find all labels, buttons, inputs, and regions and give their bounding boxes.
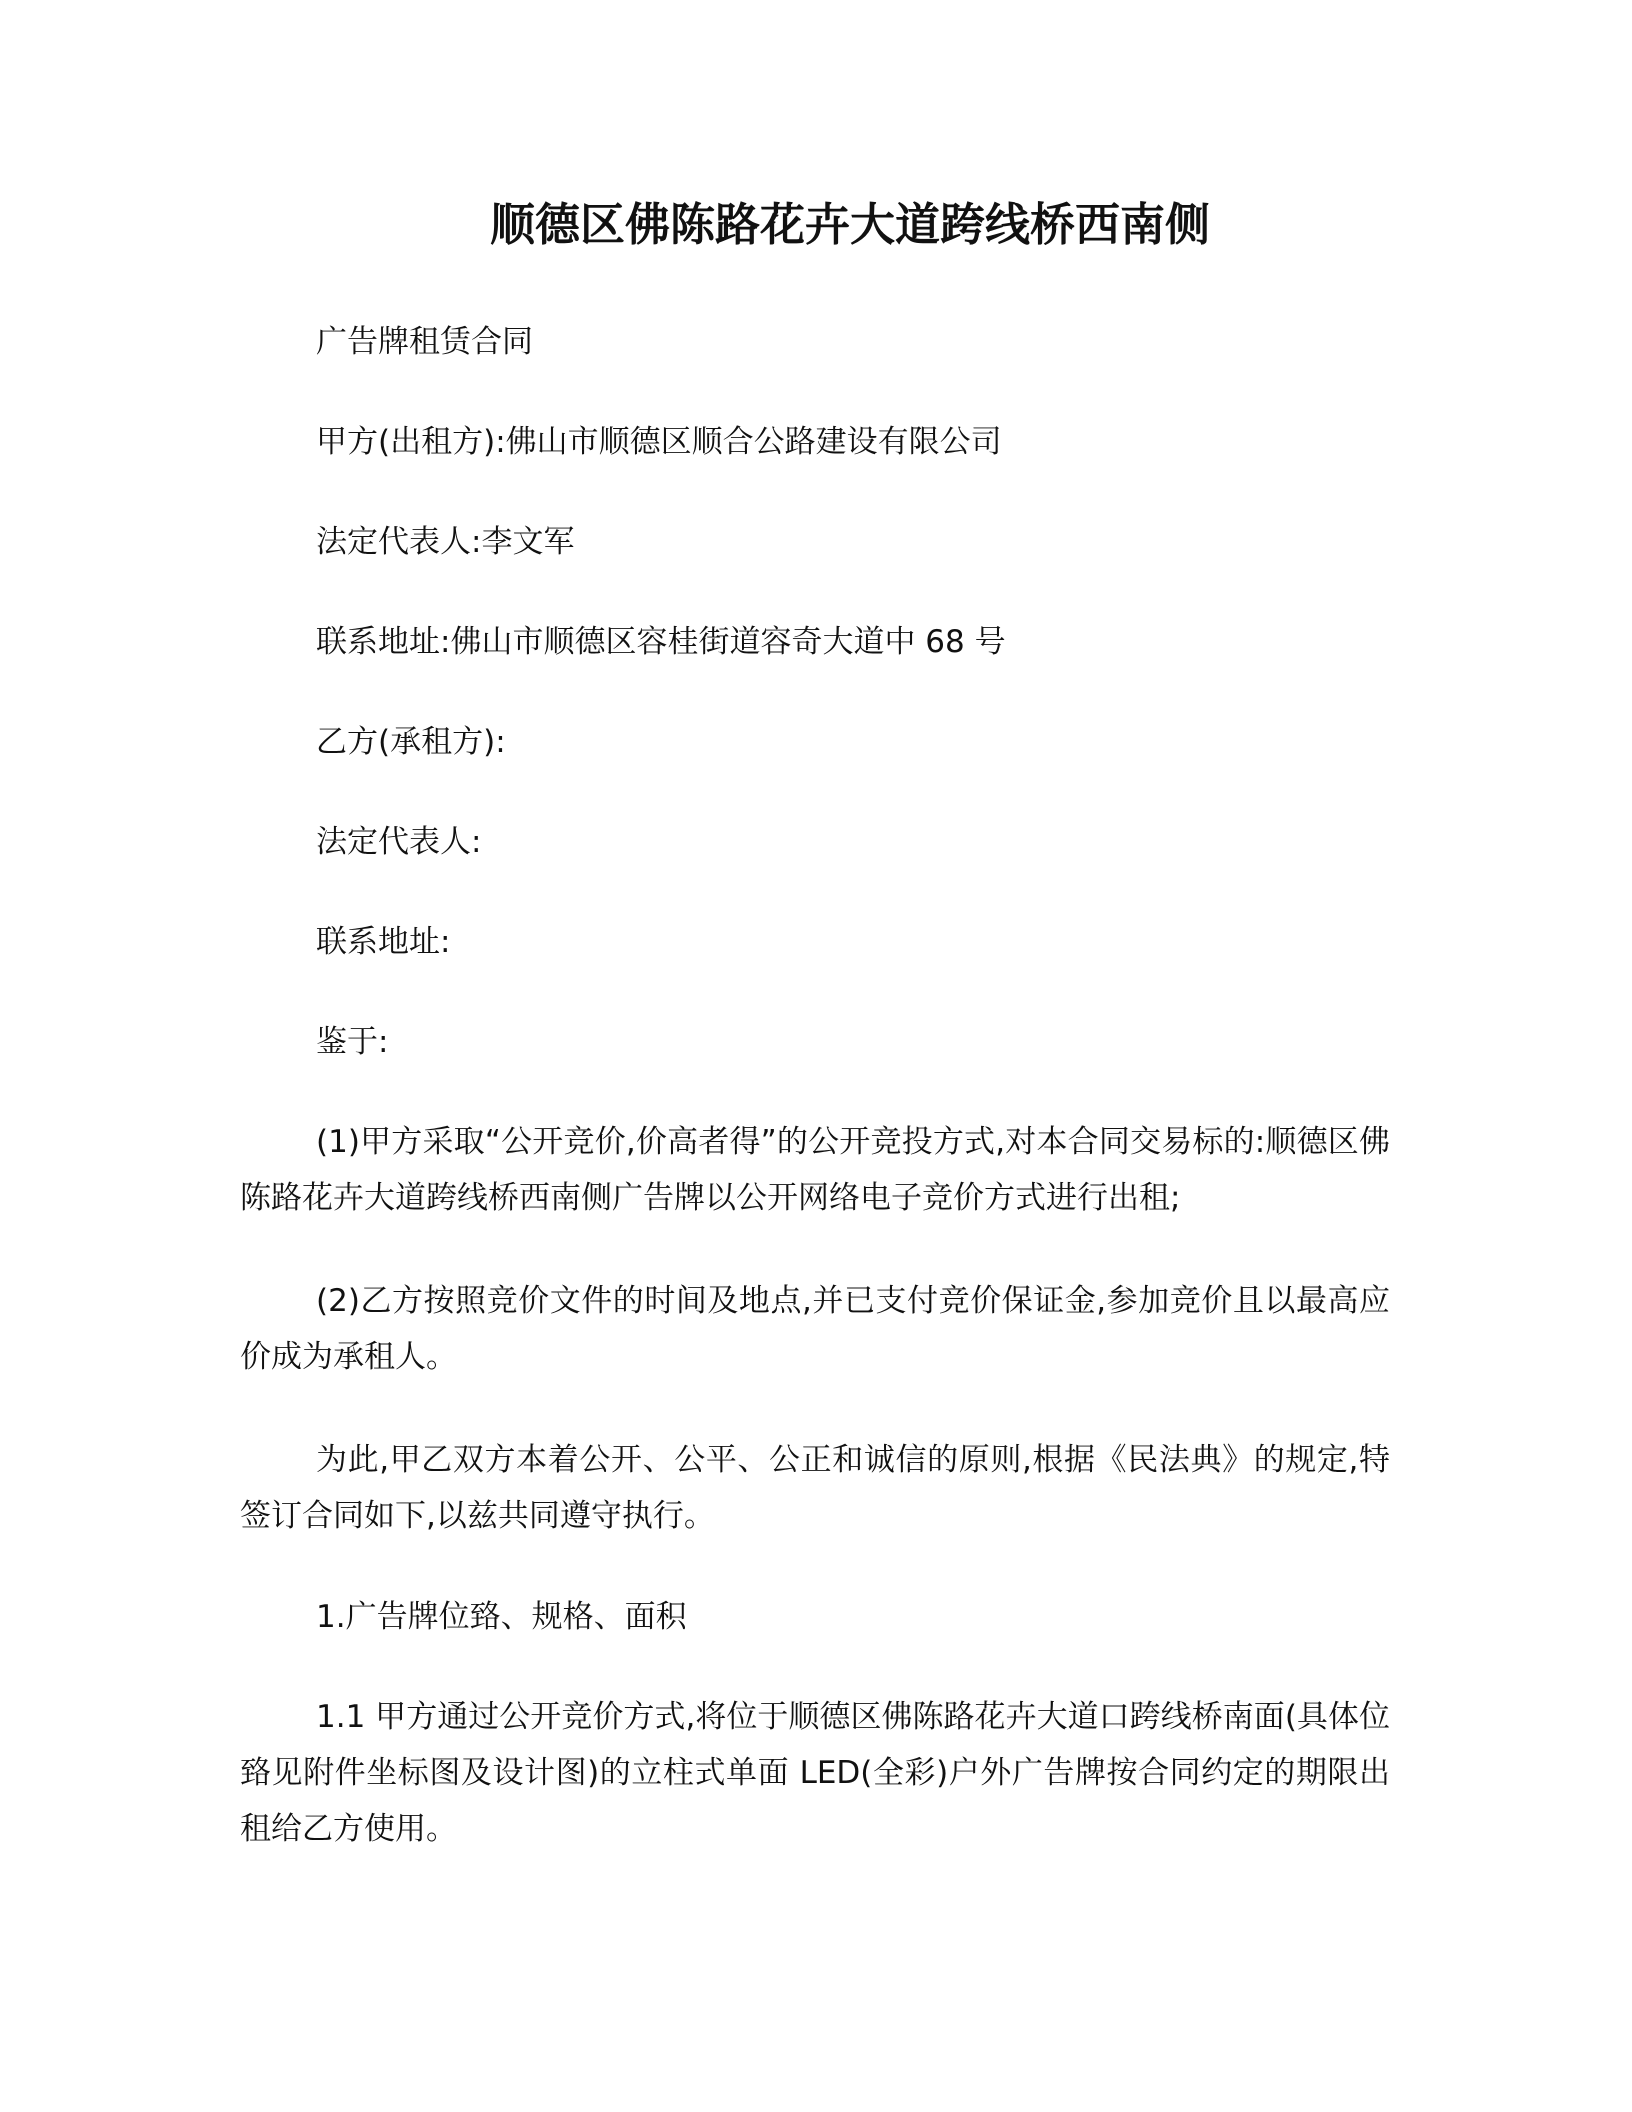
clause-1: (1)甲方采取“公开竞价,价高者得”的公开竞投方式,对本合同交易标的:顺德区佛陈路花卉大道跨线桥西南侧广告牌以公开网络电子竞价方式进行出租;: [240, 1124, 1390, 1216]
section-1-heading: 1.广告牌位臵、规格、面积: [316, 1599, 687, 1635]
party-b-representative: 法定代表人:: [316, 824, 482, 860]
document-subtitle: 广告牌租赁合同: [316, 324, 533, 360]
party-b-address: 联系地址:: [316, 924, 451, 960]
section-1-1: 1.1 甲方通过公开竞价方式,将位于顺德区佛陈路花卉大道口跨线桥南面(具体位臵见附件坐标图及设计图)的立柱式单面 LED(全彩)户外广告牌按合同约定的期限出租给乙方使用。: [240, 1699, 1390, 1847]
party-b: 乙方(承租方):: [316, 724, 506, 760]
intro-paragraph: 为此,甲乙双方本着公开、公平、公正和诚信的原则,根据《民法典》的规定,特签订合同如下,以兹共同遵守执行。: [240, 1442, 1390, 1534]
party-a: 甲方(出租方):佛山市顺德区顺合公路建设有限公司: [316, 424, 1002, 460]
whereas-heading: 鉴于:: [316, 1024, 389, 1060]
clause-2: (2)乙方按照竞价文件的时间及地点,并已支付竞价保证金,参加竞价且以最高应价成为承租人。: [240, 1283, 1390, 1375]
document-title: 顺德区佛陈路花卉大道跨线桥西南侧: [489, 198, 1210, 251]
party-a-address: 联系地址:佛山市顺德区容桂街道容奇大道中 68 号: [316, 624, 1006, 660]
party-a-representative: 法定代表人:李文军: [316, 524, 575, 560]
